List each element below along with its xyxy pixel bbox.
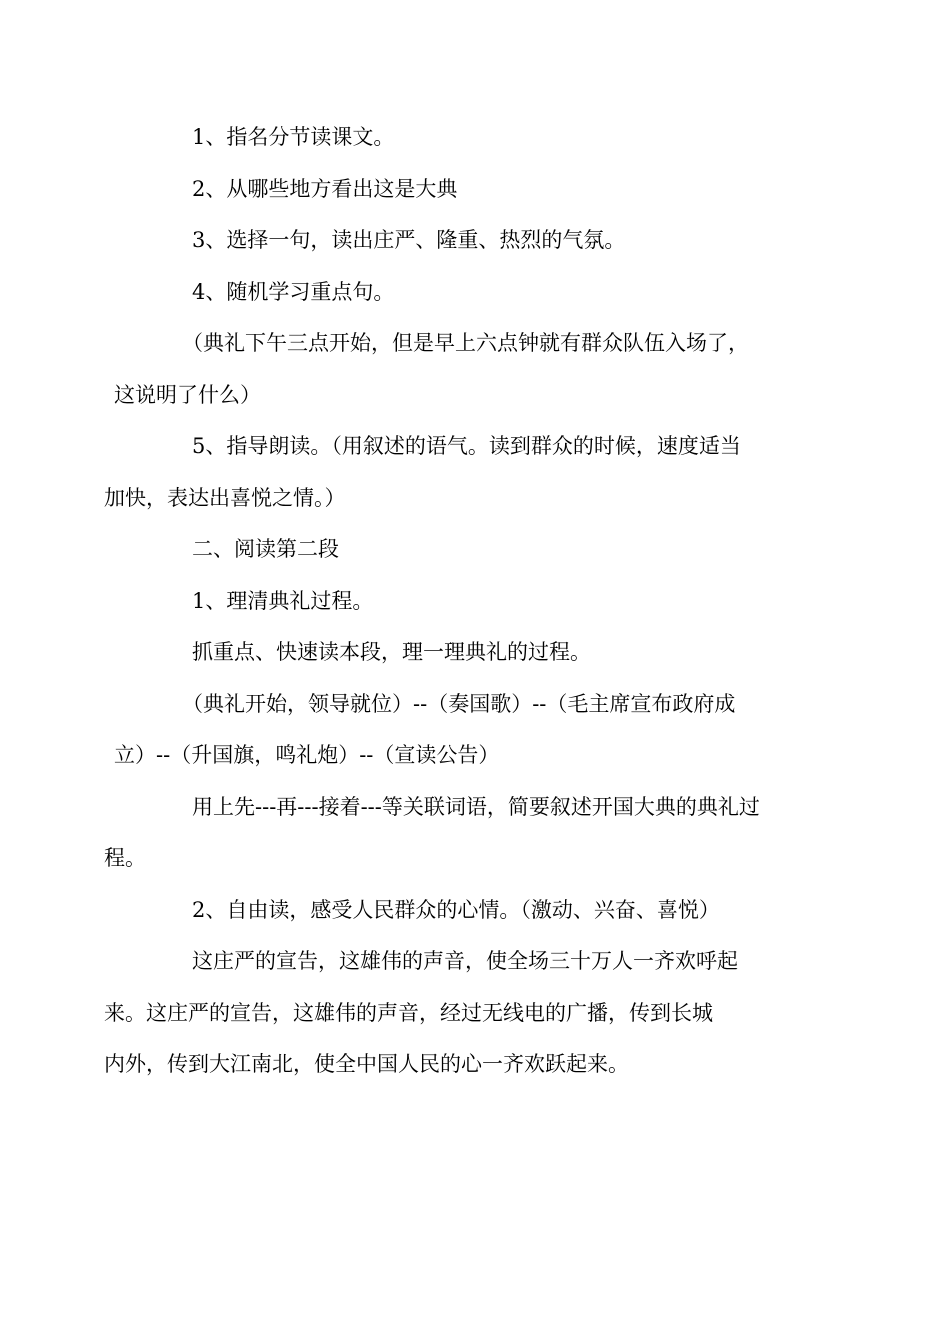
text-line: 程。 (104, 846, 146, 870)
paragraph-1 (148, 112, 800, 164)
text-line: 加快，表达出喜悦之情。） (104, 485, 346, 510)
section-heading (148, 524, 800, 576)
text-line: 这庄严的宣告，这雄伟的声音，使全场三十万人一齐欢呼起 (192, 949, 738, 973)
paragraph-4 (148, 267, 800, 319)
text-line: 内外，传到大江南北，使全中国人民的心一齐欢跃起来。 (104, 1052, 629, 1076)
text-line: 1、指名分节读课文。 (192, 125, 395, 149)
text-line: 3、选择一句，读出庄严、隆重、热烈的气氛。 (192, 228, 626, 252)
paragraph-2 (148, 164, 800, 216)
paragraph-10 (114, 679, 800, 782)
text-line: 2、从哪些地方看出这是大典 (192, 176, 458, 201)
text-line: （典礼开始，领导就位）--（奏国歌）--（毛主席宣布政府成 (182, 691, 736, 716)
text-line: 用上先---再---接着---等关联词语，简要叙述开国大典的典礼过 (192, 794, 760, 819)
paragraph-12 (148, 885, 800, 937)
text-line: 这说明了什么） (114, 382, 261, 407)
paragraph-9 (148, 627, 800, 679)
text-line: 5、指导朗读。（用叙述的语气。读到群众的时候，速度适当 (192, 434, 741, 458)
paragraph-3 (148, 215, 800, 267)
text-line: 1、理清典礼过程。 (192, 588, 374, 613)
paragraph-13 (104, 936, 800, 1091)
paragraph-8 (148, 576, 800, 628)
text-line: 4、随机学习重点句。 (192, 279, 395, 304)
text-line: （典礼下午三点开始，但是早上六点钟就有群众队伍入场了， (182, 331, 749, 355)
paragraph-11 (104, 782, 800, 885)
text-line: 2、自由读，感受人民群众的心情。（激动、兴奋、喜悦） (192, 897, 720, 922)
text-line: 立）--（升国旗，鸣礼炮）--（宣读公告） (114, 743, 500, 767)
document-body (104, 112, 800, 1091)
paragraph-5 (114, 318, 800, 421)
text-line: 二、阅读第二段 (192, 537, 339, 561)
paragraph-6 (104, 421, 800, 524)
text-line: 抓重点、快速读本段，理一理典礼的过程。 (192, 640, 591, 664)
text-line: 来。这庄严的宣告，这雄伟的声音，经过无线电的广播，传到长城 (104, 1000, 713, 1025)
